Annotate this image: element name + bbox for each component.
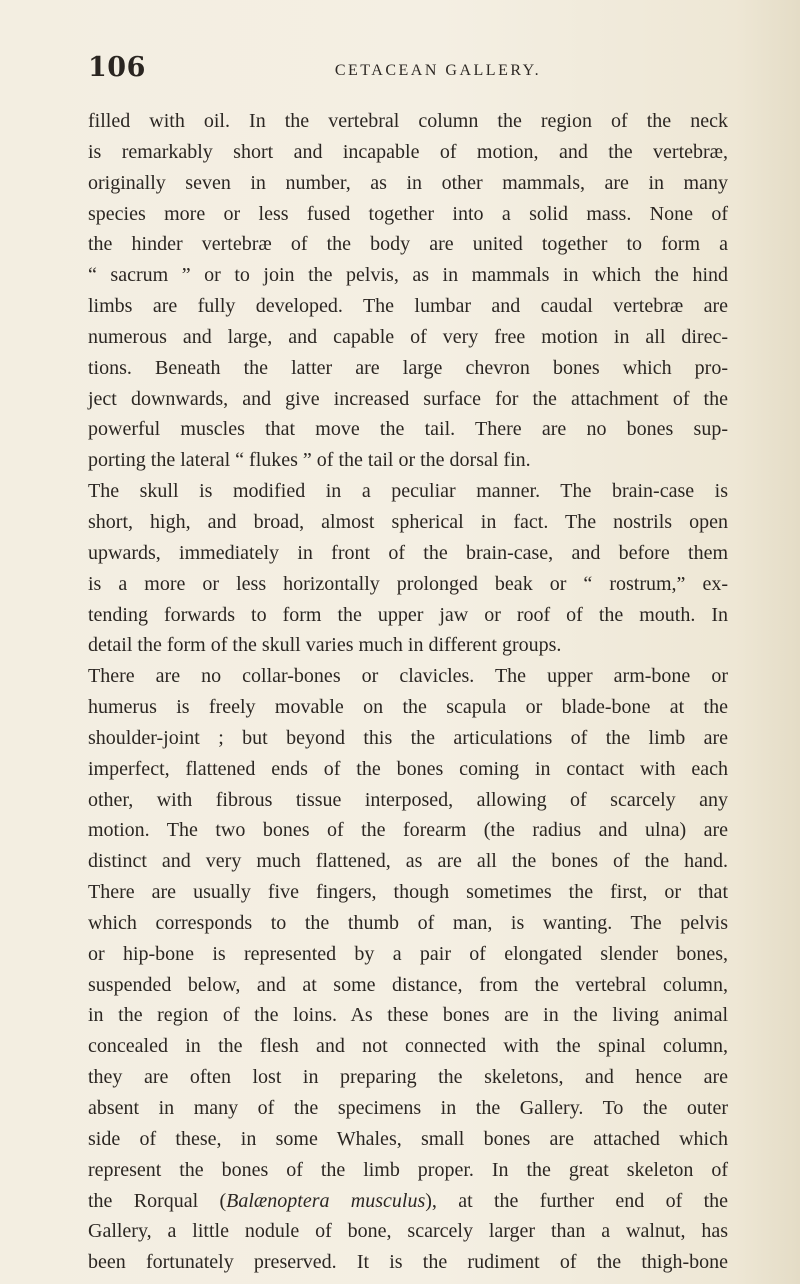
text-line: imperfect, flattened ends of the bones coming in contact with each — [88, 757, 728, 780]
text-line: numerous and large, and capable of very free motion in all direc- — [88, 325, 728, 348]
text-line: humerus is freely movable on the scapula or blade-bone at the — [88, 696, 728, 719]
text-line: porting the lateral “ flukes ” of the tail or the dorsal fin. — [88, 449, 531, 472]
text-line: limbs are fully developed. The lumbar and caudal vertebræ are — [88, 295, 728, 318]
text-line: the hinder vertebræ of the body are united together to form a — [88, 233, 728, 256]
page-header — [88, 52, 728, 96]
text-line: concealed in the flesh and not connected with the spinal column, — [88, 1035, 728, 1058]
text-line: or hip-bone is represented by a pair of elongated slender bones, — [88, 942, 728, 965]
page-number: 106 — [88, 52, 146, 83]
text-line: Gallery, a little nodule of bone, scarcely larger than a walnut, has — [88, 1220, 728, 1243]
text-line: upwards, immediately in front of the brain-case, and before them — [88, 541, 728, 564]
text-line: other, with fibrous tissue interposed, allowing of scarcely any — [88, 788, 728, 811]
text-line: short, high, and broad, almost spherical in fact. The nostrils open — [88, 510, 728, 533]
text-line: tending forwards to form the upper jaw or roof of the mouth. In — [88, 603, 728, 626]
text-line: detail the form of the skull varies much in different groups. — [88, 634, 562, 657]
text-line: side of these, in some Whales, small bones are attached which — [88, 1127, 728, 1150]
text-line: The skull is modified in a peculiar manner. The brain-case is — [88, 480, 728, 503]
text-line: suspended below, and at some distance, from the vertebral column, — [88, 973, 728, 996]
text-line: represent the bones of the limb proper. In the great skeleton of — [88, 1158, 728, 1181]
text-line: originally seven in number, as in other mammals, are in many — [88, 171, 728, 194]
text-line-with-italic — [88, 1186, 728, 1217]
text-line: which corresponds to the thumb of man, is wanting. The pelvis — [88, 911, 728, 934]
text-line: they are often lost in preparing the skeletons, and hence are — [88, 1066, 728, 1089]
text-line: shoulder-joint ; but beyond this the articulations of the limb are — [88, 726, 728, 749]
running-head: CETACEAN GALLERY. — [334, 62, 542, 79]
text-line: is remarkably short and incapable of motion, and the vertebræ, — [88, 140, 728, 163]
species-name: Balænoptera musculus — [226, 1189, 426, 1212]
text-line: species more or less fused together into a solid mass. None of — [88, 202, 728, 225]
text-line: absent in many of the specimens in the Gallery. To the outer — [88, 1097, 728, 1119]
text-line: filled with oil. In the vertebral column the region of the neck — [88, 110, 728, 132]
text-fragment: the Rorqual ( — [88, 1189, 227, 1212]
text-line: is a more or less horizontally prolonged beak or “ rostrum,” ex- — [88, 572, 728, 595]
text-line: been fortunately preserved. It is the rudiment of the thigh-bone — [88, 1251, 728, 1274]
text-line: in the region of the loins. As these bones are in the living animal — [88, 1004, 728, 1027]
text-line: powerful muscles that move the tail. There are no bones sup- — [88, 418, 728, 441]
text-line: “ sacrum ” or to join the pelvis, as in mammals in which the hind — [88, 264, 728, 287]
body-text — [88, 106, 728, 1278]
text-line: There are no collar-bones or clavicles. The upper arm-bone or — [88, 665, 728, 688]
text-line: tions. Beneath the latter are large chevron bones which pro- — [88, 356, 728, 379]
text-line: distinct and very much flattened, as are all the bones of the hand. — [88, 850, 728, 873]
text-line: motion. The two bones of the forearm (the radius and ulna) are — [88, 819, 728, 842]
text-line: ject downwards, and give increased surface for the attachment of the — [88, 387, 728, 410]
text-line: There are usually five fingers, though sometimes the first, or that — [88, 881, 728, 904]
text-fragment: ), at the further end of the — [425, 1189, 729, 1212]
